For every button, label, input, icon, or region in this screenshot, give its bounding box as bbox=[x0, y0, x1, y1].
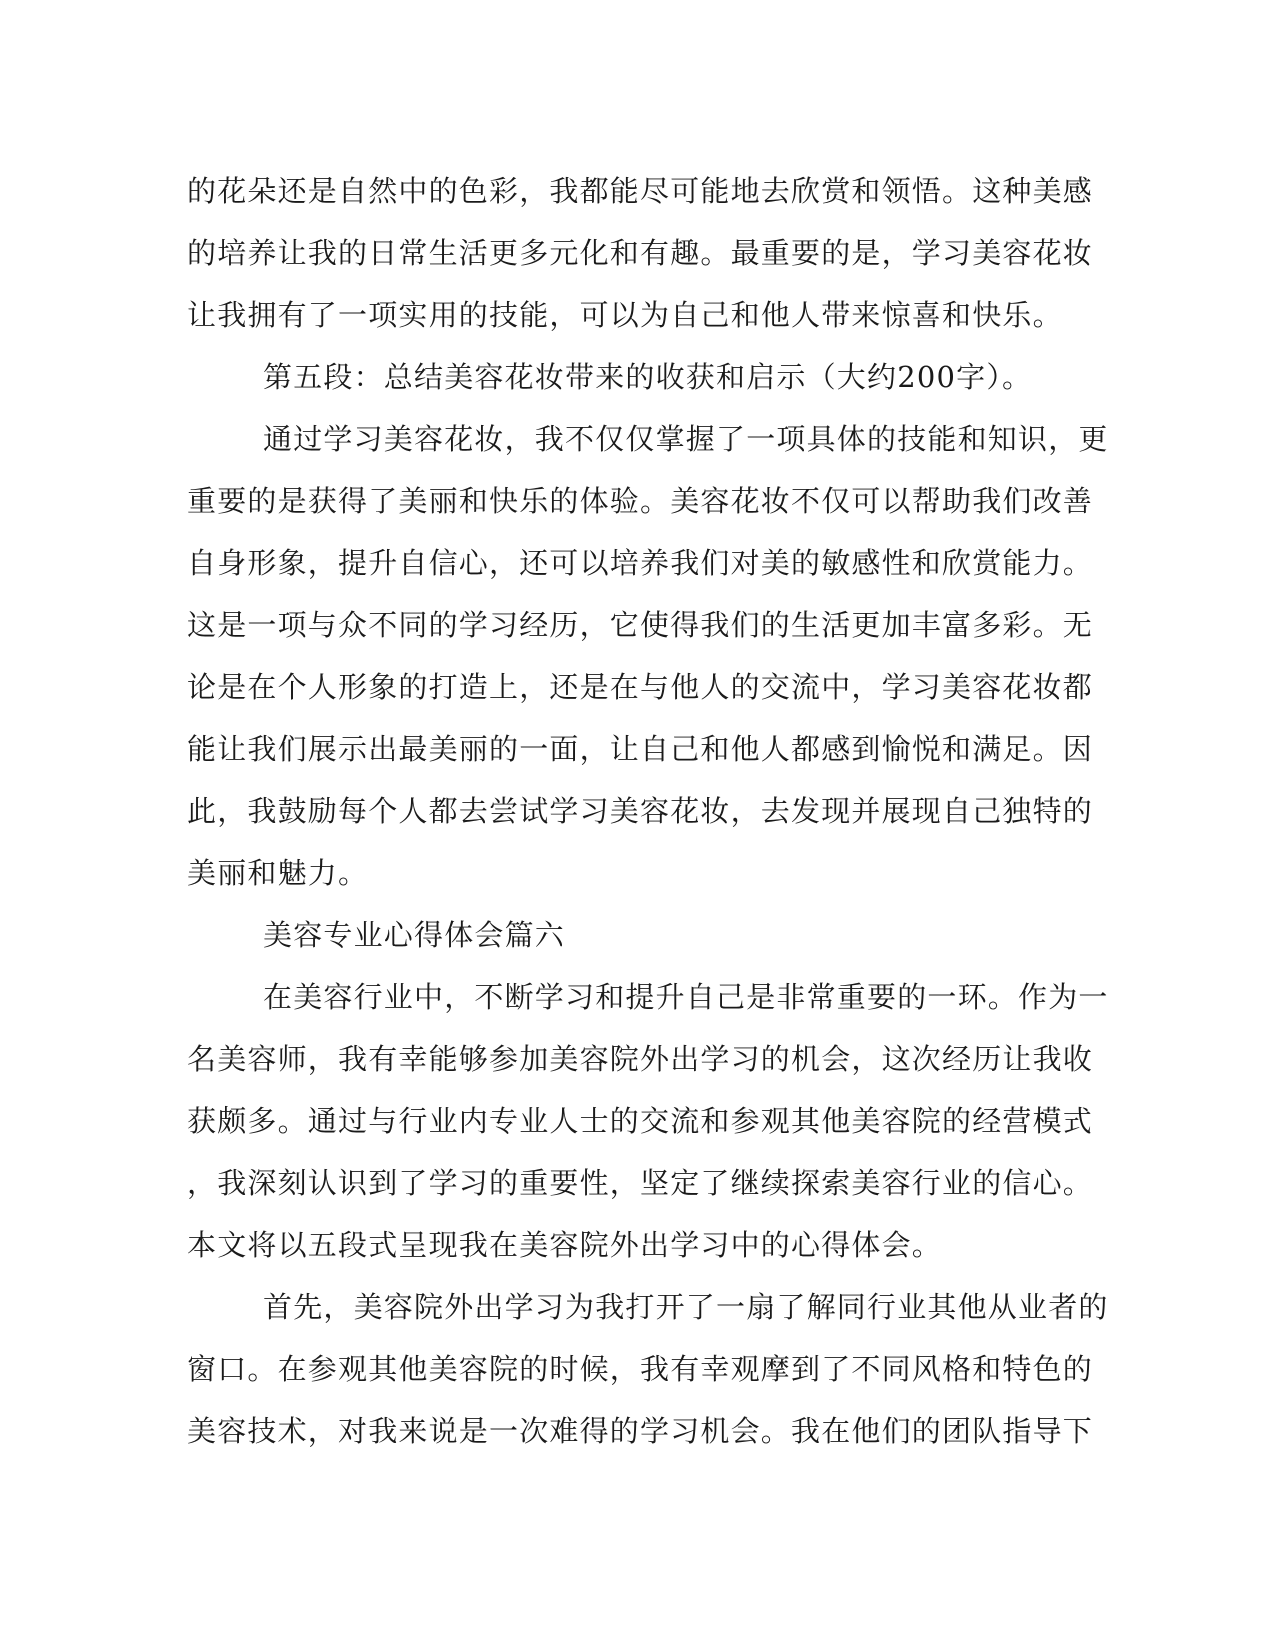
text-line: 美容技术，对我来说是一次难得的学习机会。我在他们的团队指导下 bbox=[187, 1414, 1094, 1448]
article-title-six: 美容专业心得体会篇六 bbox=[263, 918, 566, 952]
document-body bbox=[187, 160, 1109, 1462]
text-line: 获颇多。通过与行业内专业人士的交流和参观其他美容院的经营模式 bbox=[187, 1104, 1094, 1138]
text-line: 的花朵还是自然中的色彩，我都能尽可能地去欣赏和领悟。这种美感 bbox=[187, 174, 1094, 208]
text-line: 通过学习美容花妆，我不仅仅掌握了一项具体的技能和知识，更 bbox=[263, 422, 1109, 456]
text-line: 让我拥有了一项实用的技能，可以为自己和他人带来惊喜和快乐。 bbox=[187, 298, 1063, 332]
text-line: 在美容行业中，不断学习和提升自己是非常重要的一环。作为一 bbox=[263, 980, 1109, 1014]
text-line: ，我深刻认识到了学习的重要性，坚定了继续探索美容行业的信心。 bbox=[187, 1166, 1094, 1200]
text-line: 重要的是获得了美丽和快乐的体验。美容花妆不仅可以帮助我们改善 bbox=[187, 484, 1094, 518]
text-line: 这是一项与众不同的学习经历，它使得我们的生活更加丰富多彩。无 bbox=[187, 608, 1094, 642]
section-heading-five: 第五段：总结美容花妆带来的收获和启示（大约200字）。 bbox=[263, 360, 1033, 394]
text-line: 本文将以五段式呈现我在美容院外出学习中的心得体会。 bbox=[187, 1228, 943, 1262]
text-line: 窗口。在参观其他美容院的时候，我有幸观摩到了不同风格和特色的 bbox=[187, 1352, 1094, 1386]
text-line: 首先，美容院外出学习为我打开了一扇了解同行业其他从业者的 bbox=[263, 1290, 1109, 1324]
text-line: 美丽和魅力。 bbox=[187, 856, 369, 890]
text-line: 论是在个人形象的打造上，还是在与他人的交流中，学习美容花妆都 bbox=[187, 670, 1094, 704]
text-line: 能让我们展示出最美丽的一面，让自己和他人都感到愉悦和满足。因 bbox=[187, 732, 1094, 766]
text-line: 自身形象，提升自信心，还可以培养我们对美的敏感性和欣赏能力。 bbox=[187, 546, 1094, 580]
text-line: 名美容师，我有幸能够参加美容院外出学习的机会，这次经历让我收 bbox=[187, 1042, 1094, 1076]
text-line: 此，我鼓励每个人都去尝试学习美容花妆，去发现并展现自己独特的 bbox=[187, 794, 1094, 828]
text-line: 的培养让我的日常生活更多元化和有趣。最重要的是，学习美容花妆 bbox=[187, 236, 1094, 270]
